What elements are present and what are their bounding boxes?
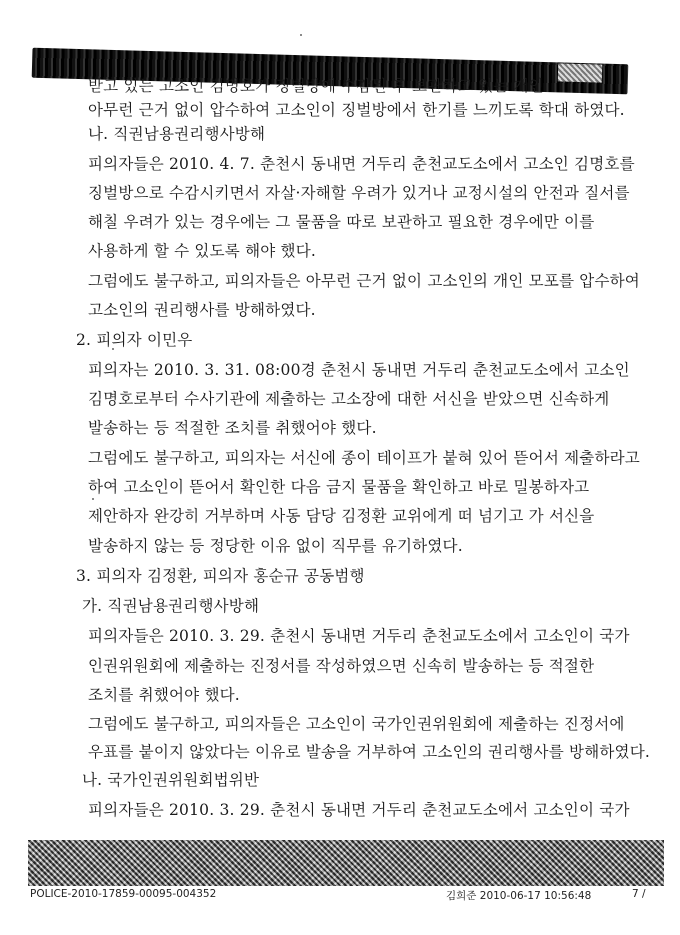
body-line-22: 조치를 취했어야 했다. xyxy=(88,686,240,704)
footer-stamp: 김희준 2010-06-17 10:56:48 xyxy=(446,890,592,902)
top-redaction-stamp xyxy=(558,63,602,82)
body-line-6: 해칠 우려가 있는 경우에는 그 물품을 따로 보관하고 필요한 경우에만 이를 xyxy=(88,213,595,231)
body-line-15: 하여 고소인이 뜯어서 확인한 다음 금지 물품을 확인하고 바로 밀봉하자고 xyxy=(88,478,590,496)
body-line-14: 그럼에도 불구하고, 피의자는 서신에 종이 테이프가 붙혀 있어 뜯어서 제출하라고 xyxy=(88,449,640,467)
body-line-4: 피의자들은 2010. 4. 7. 춘천시 동내면 거두리 춘천교도소에서 고소인 김명호를 xyxy=(88,155,635,173)
body-line-23: 그럼에도 불구하고, 피의자들은 고소인이 국가인권위원회에 제출하는 진정서에 xyxy=(88,715,625,733)
body-line-26: 피의자들은 2010. 3. 29. 춘천시 동내면 거두리 춘천교도소에서 고소인이 국가 xyxy=(88,801,630,819)
body-line-2: 아무런 근거 없이 압수하여 고소인이 징벌방에서 한기를 느끼도록 학대 하였다. xyxy=(88,101,625,119)
body-line-24: 우표를 붙이지 않았다는 이유로 발송을 거부하여 고소인의 권리행사를 방해하였다. xyxy=(88,743,651,761)
body-line-1: 받고 있는 고소인 김명호가 징벌방에 수감된 후 보관하고 있는 개인 xyxy=(88,77,544,95)
scan-speck xyxy=(92,498,94,500)
section-heading-na: 나. 직권남용권리행사방해 xyxy=(88,125,266,143)
section-heading-na-2: 나. 국가인권위원회법위반 xyxy=(82,771,260,789)
body-line-16: 제안하자 완강히 거부하며 사동 담당 김정환 교위에게 떠 넘기고 가 서신을 xyxy=(88,507,595,525)
body-line-17: 발송하지 않는 등 정당한 이유 없이 직무를 유기하였다. xyxy=(88,537,463,555)
section-heading-3: 3. 피의자 김정환, 피의자 홍순규 공동범행 xyxy=(76,567,365,585)
footer-page-number: 7 / xyxy=(632,888,646,900)
body-line-8: 그럼에도 불구하고, 피의자들은 아무런 근거 없이 고소인의 개인 모포를 압수하여 xyxy=(88,272,640,290)
body-line-11: 피의자는 2010. 3. 31. 08:00경 춘천시 동내면 거두리 춘천교도소에서 고소인 xyxy=(88,361,630,379)
footer-doc-id: POLICE-2010-17859-00095-004352 xyxy=(30,888,217,900)
body-line-13: 발송하는 등 적절한 조치를 취했어야 했다. xyxy=(88,419,377,437)
body-line-12: 김명호로부터 수사기관에 제출하는 고소장에 대한 서신을 받았으면 신속하게 xyxy=(88,390,610,408)
body-line-20: 피의자들은 2010. 3. 29. 춘천시 동내면 거두리 춘천교도소에서 고소인이 국가 xyxy=(88,627,630,645)
body-line-21: 인권위원회에 제출하는 진정서를 작성하였으면 신속히 발송하는 등 적절한 xyxy=(88,657,595,675)
section-heading-2: 2. 피의자 이민우 xyxy=(76,331,193,349)
bottom-redaction-block xyxy=(28,840,664,886)
section-heading-ga: 가. 직권남용권리행사방해 xyxy=(82,597,260,615)
body-line-7: 사용하게 할 수 있도록 해야 했다. xyxy=(88,242,317,260)
body-line-9: 고소인의 권리행사를 방해하였다. xyxy=(88,301,316,319)
body-line-5: 징벌방으로 수감시키면서 자살·자해할 우려가 있거나 교정시설의 안전과 질서를 xyxy=(88,184,630,202)
scan-speck xyxy=(300,34,302,36)
